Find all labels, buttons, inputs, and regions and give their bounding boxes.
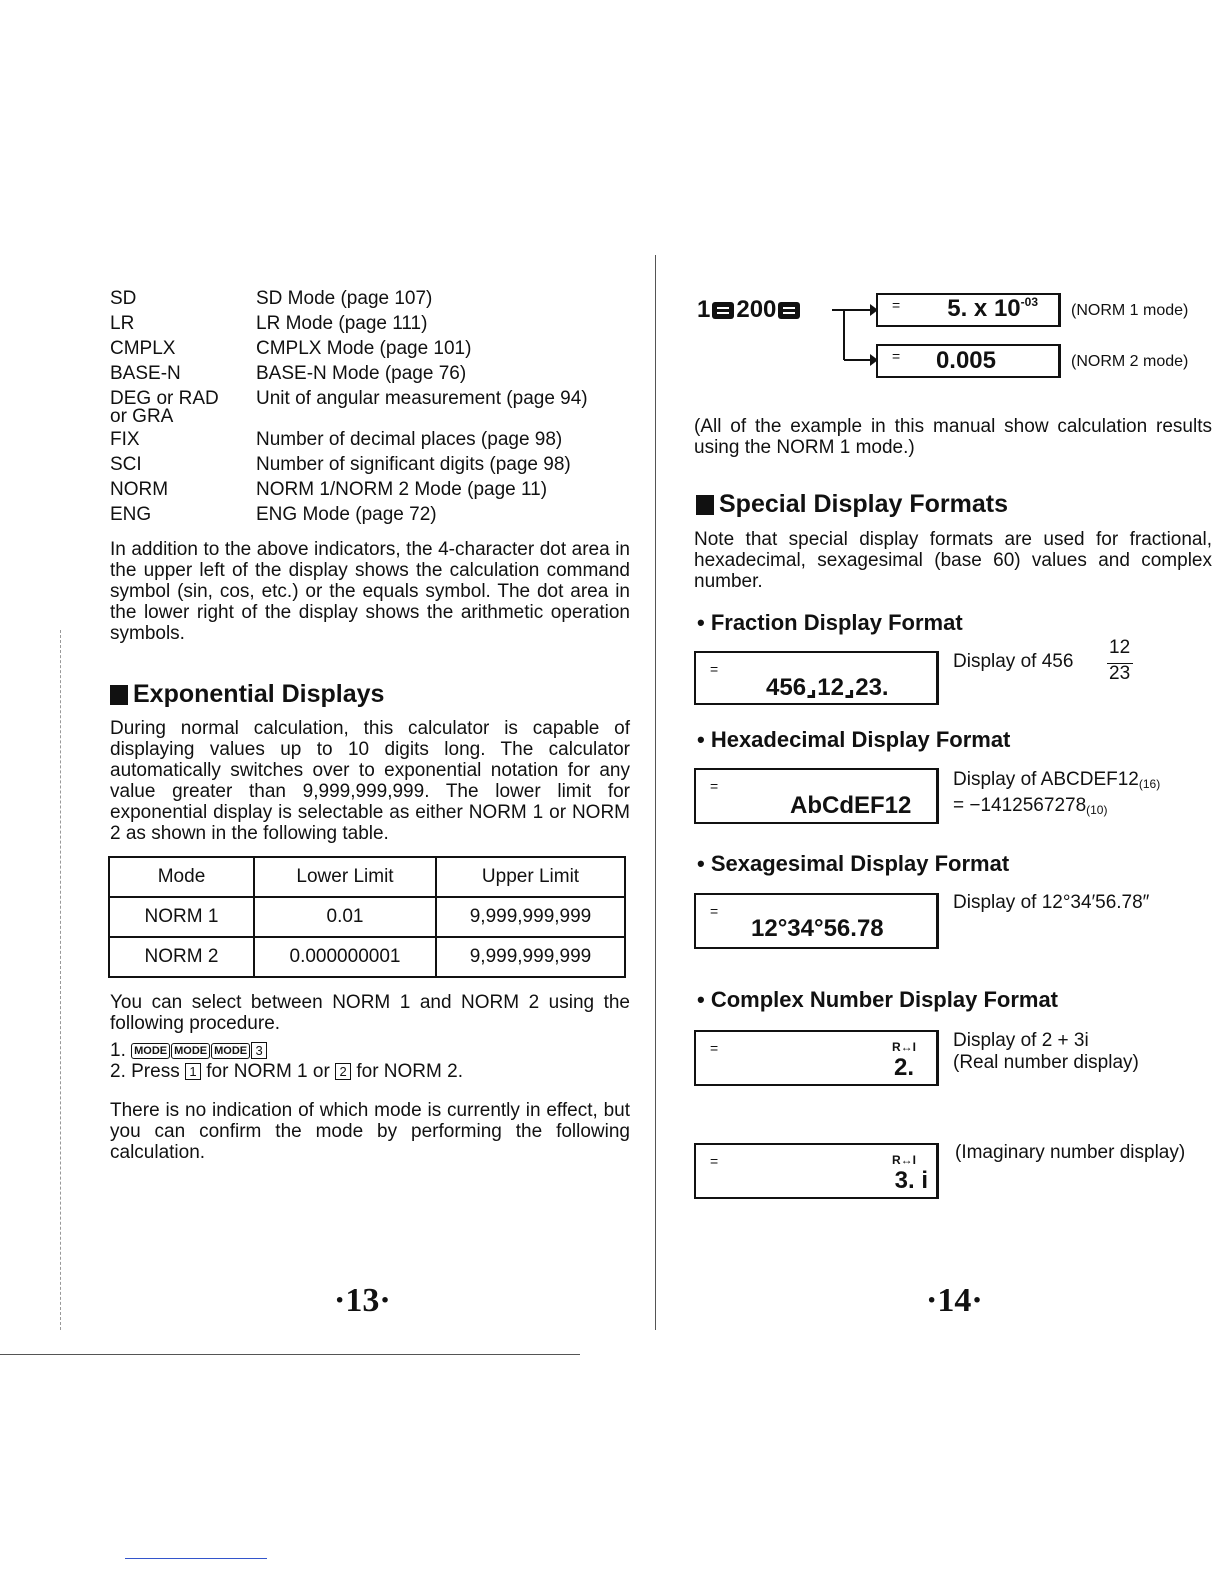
indicator-key: BASE-N: [110, 363, 181, 384]
list-item: [110, 452, 630, 477]
step-2-mid: for NORM 1 or: [206, 1061, 330, 1082]
hex-caption: [953, 769, 1213, 821]
lcd-eq: =: [710, 903, 719, 919]
list-item: [110, 311, 630, 336]
special-title-text: Special Display Formats: [719, 490, 1009, 518]
table-header: Mode: [109, 857, 254, 897]
sexagesimal-caption: Display of 12°34′56.78″: [953, 892, 1150, 913]
indicator-key: DEG or RAD: [110, 388, 219, 409]
section-square-icon: [696, 495, 714, 515]
page-number-right: ·14·: [926, 1282, 983, 1319]
lcd-eq: =: [710, 1153, 719, 1169]
num-key-2: 2: [335, 1063, 351, 1080]
fraction-caption-text: Display of 456: [953, 651, 1074, 672]
step-2-suffix: for NORM 2.: [356, 1061, 463, 1082]
blue-rule: [125, 1558, 267, 1559]
lcd-eq: =: [710, 778, 719, 794]
indicator-desc: BASE-N Mode (page 76): [256, 363, 467, 384]
indicator-key: ENG: [110, 504, 152, 525]
lcd-eq: =: [892, 348, 901, 364]
section-square-icon: [110, 685, 128, 705]
lcd-complex-real: [694, 1030, 939, 1086]
select-paragraph: You can select between NORM 1 and NORM 2 using the following procedure.: [110, 992, 630, 1034]
hex-title: • Hexadecimal Display Format: [697, 727, 1011, 752]
list-item: [110, 502, 630, 527]
step-1: [110, 1040, 630, 1061]
table-header-row: [109, 857, 625, 897]
lcd-eq: =: [710, 1040, 719, 1056]
table-cell: 0.000000001: [254, 937, 436, 977]
lcd-value: 12°34°56.78: [751, 915, 884, 942]
hex-caption-line1: Display of ABCDEF12: [953, 769, 1139, 790]
hex-caption-line2: = −1412567278: [953, 795, 1087, 816]
list-item: [110, 286, 630, 311]
indicator-key: FIX: [110, 429, 140, 450]
lcd-fraction: [694, 651, 939, 705]
sexagesimal-title: • Sexagesimal Display Format: [697, 851, 1010, 876]
list-item: [110, 407, 630, 427]
num-key-3: 3: [251, 1042, 267, 1059]
indicator-key: CMPLX: [110, 338, 176, 359]
table-header: Upper Limit: [436, 857, 625, 897]
lcd-value: 3. i: [894, 1167, 928, 1194]
lcd-eq: =: [892, 297, 901, 313]
exponential-title-text: Exponential Displays: [133, 680, 385, 708]
lcd-complex-imag: [694, 1143, 939, 1199]
left-page: [110, 286, 630, 1163]
norm1-note: (NORM 1 mode): [1071, 302, 1189, 319]
input-digit: 1: [697, 296, 711, 323]
indicator-desc: [256, 407, 630, 427]
lcd-hex: [694, 768, 939, 824]
special-title: [696, 490, 1008, 519]
lcd-value: 0.005: [935, 347, 996, 374]
page-divider: [655, 255, 656, 1330]
indicator-desc: Unit of angular measurement (page 94): [256, 388, 588, 409]
bottom-rule: [0, 1354, 580, 1355]
branch-arrow-icon: [830, 292, 878, 372]
lcd-mantissa: 5. x 10: [947, 295, 1021, 322]
complex-real-caption: [953, 1030, 1139, 1074]
fraction-caption: [953, 637, 1213, 694]
complex-title: • Complex Number Display Format: [697, 987, 1059, 1012]
indicator-desc: NORM 1/NORM 2 Mode (page 11): [256, 479, 548, 500]
list-item: [110, 336, 630, 361]
lcd-value: 2.: [893, 1054, 914, 1081]
indicator-desc: Number of decimal places (page 98): [256, 429, 563, 450]
lcd-exponent: -03: [1020, 295, 1038, 309]
mode-key: MODE: [211, 1043, 250, 1059]
fraction-title: • Fraction Display Format: [697, 610, 963, 635]
closing-paragraph: There is no indication of which mode is currently in effect, but you can confirm the mode by performing the following calculation.: [110, 1100, 630, 1163]
complex-real-caption-line1: Display of 2 + 3i: [953, 1030, 1089, 1051]
special-paragraph: Note that special display formats are used for fractional, hexadecimal, sexagesimal (base 60) values and complex number.: [694, 529, 1212, 592]
divide-key-icon: [712, 302, 734, 319]
indicator-desc: SD Mode (page 107): [256, 288, 433, 309]
complex-imag-caption: (Imaginary number display): [955, 1142, 1186, 1163]
hex-subscript: (10): [1086, 803, 1108, 817]
intro-paragraph: In addition to the above indicators, the 4-character dot area in the upper left of the display shows the calculation command symbol (sin, cos, etc.) or the equals symbol. The dot area in the lower right of the display shows the arithmetic operation symbols.: [110, 539, 630, 644]
indicator-desc: CMPLX Mode (page 101): [256, 338, 472, 359]
table-cell: NORM 2: [109, 937, 254, 977]
left-margin-line: [60, 630, 61, 1330]
table-row: [109, 897, 625, 937]
exponential-paragraph: During normal calculation, this calculator is capable of displaying values up to 10 digits long. The calculator automatically switches over to exponential notation for any value greater than 9,999,999,999. The lower limit for exponential display is selectable as either NORM 1 or NORM 2 as shown in the following table.: [110, 718, 630, 844]
indicator-desc: LR Mode (page 111): [256, 313, 428, 334]
indicator-key: NORM: [110, 479, 169, 500]
lcd-indicator: R↔I: [892, 1040, 916, 1054]
example-input: [697, 296, 802, 324]
limits-table: [108, 856, 626, 978]
input-digits: 200: [736, 296, 777, 323]
lcd-norm1: [876, 293, 1061, 327]
mode-key: MODE: [131, 1043, 170, 1059]
lcd-eq: =: [710, 661, 719, 677]
table-header: Lower Limit: [254, 857, 436, 897]
table-cell: NORM 1: [109, 897, 254, 937]
complex-real-caption-line2: (Real number display): [953, 1052, 1139, 1073]
norm2-note: (NORM 2 mode): [1071, 353, 1189, 370]
indicator-key: SCI: [110, 454, 142, 475]
num-key-1: 1: [185, 1063, 201, 1080]
lcd-value: AbCdEF12: [790, 792, 912, 819]
indicator-key: LR: [110, 313, 135, 334]
indicator-key: SD: [110, 288, 137, 309]
list-item: [110, 361, 630, 386]
indicator-key: or GRA: [110, 406, 174, 427]
indicator-list: [110, 286, 630, 527]
lcd-value: 456⌟12⌟23.: [766, 674, 889, 701]
table-cell: 9,999,999,999: [436, 897, 625, 937]
table-cell: 9,999,999,999: [436, 937, 625, 977]
table-cell: 0.01: [254, 897, 436, 937]
mode-key: MODE: [171, 1043, 210, 1059]
step-2-prefix: 2. Press: [110, 1061, 180, 1082]
table-row: [109, 937, 625, 977]
equals-key-icon: [778, 302, 800, 319]
example-note: (All of the example in this manual show calculation results using the NORM 1 mode.): [694, 416, 1212, 458]
hex-subscript: (16): [1138, 777, 1161, 791]
fraction-denominator: 23: [1109, 663, 1131, 684]
lcd-norm2: [876, 344, 1061, 378]
indicator-desc: Number of significant digits (page 98): [256, 454, 571, 475]
exponential-title: [110, 680, 630, 709]
lcd-indicator: R↔I: [892, 1153, 916, 1167]
step-2: [110, 1061, 630, 1082]
indicator-desc: ENG Mode (page 72): [256, 504, 437, 525]
step-1-prefix: 1.: [110, 1040, 126, 1061]
list-item: [110, 427, 630, 452]
list-item: [110, 477, 630, 502]
lcd-sexagesimal: [694, 893, 939, 949]
page-number-left: ·13·: [334, 1282, 391, 1319]
lcd-value: [947, 295, 1038, 323]
fraction-numerator: 12: [1109, 637, 1131, 658]
